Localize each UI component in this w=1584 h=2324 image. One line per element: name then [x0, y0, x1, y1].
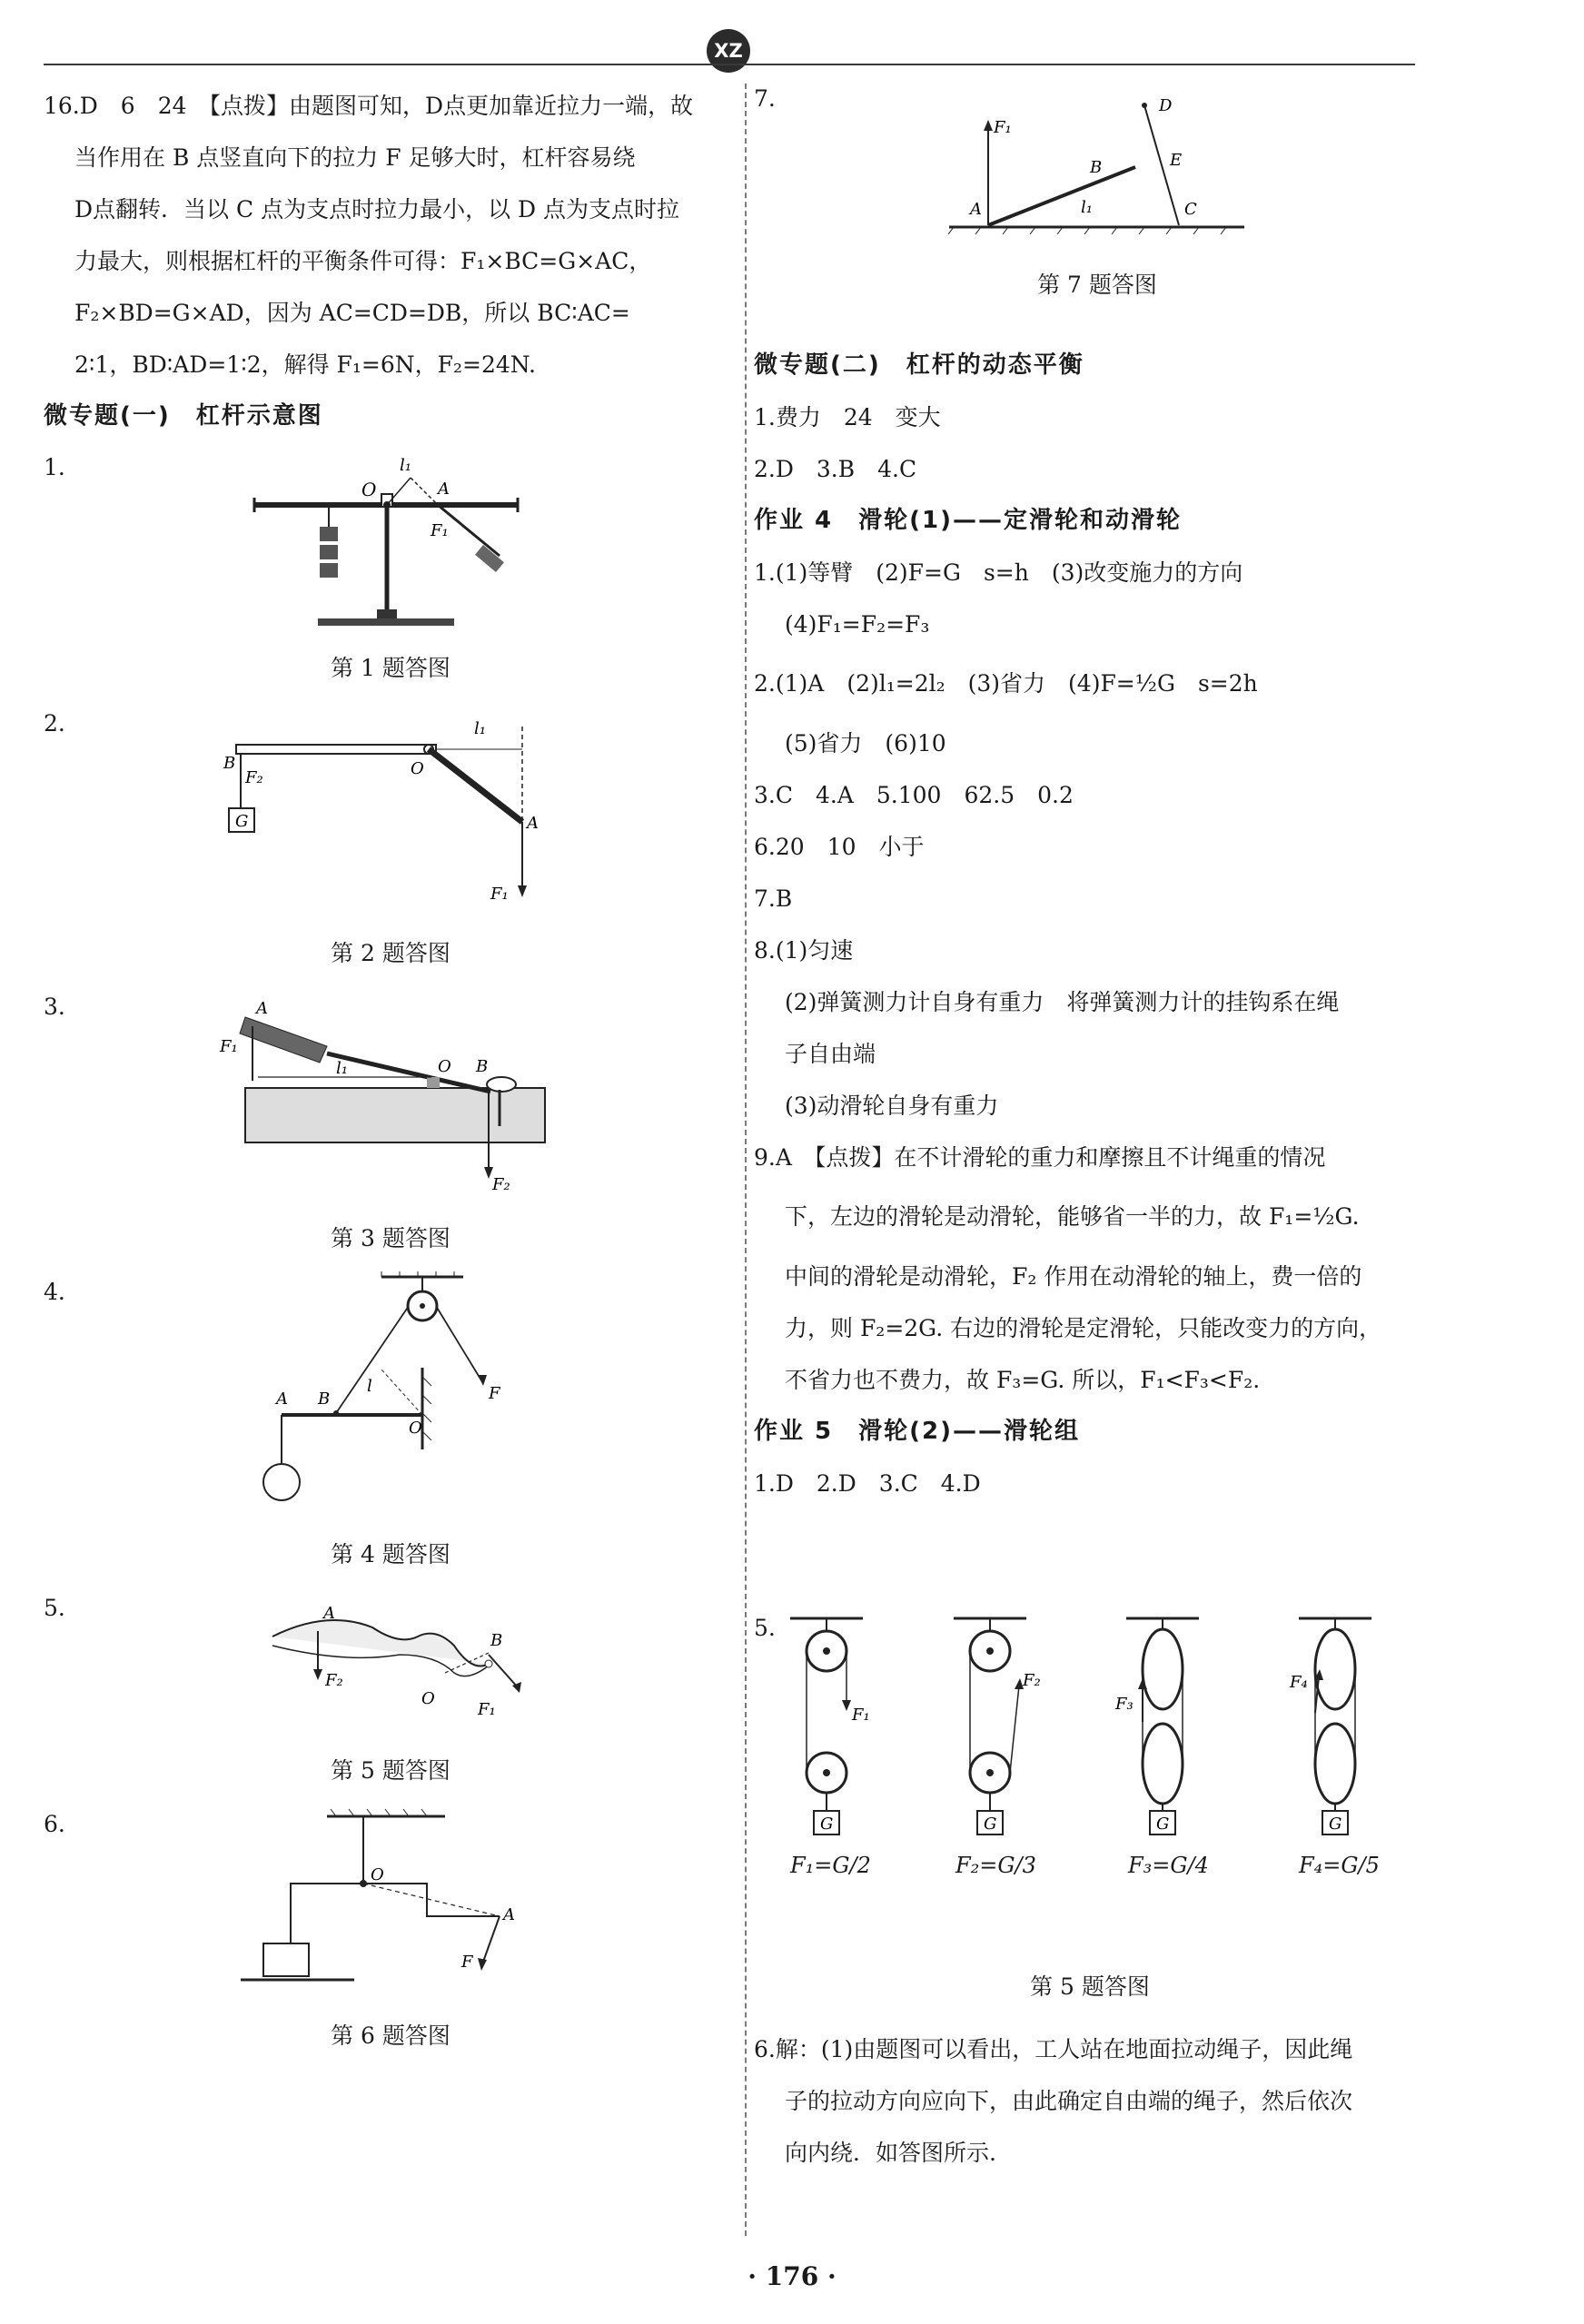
- svg-text:O: O: [409, 1419, 422, 1438]
- svg-text:F₁: F₁: [490, 885, 509, 904]
- question-number: 3.: [44, 994, 65, 1020]
- svg-text:l: l: [367, 1377, 372, 1396]
- svg-text:A: A: [503, 1905, 515, 1924]
- fig5-stapler-lever-diagram: [254, 1591, 527, 1727]
- figure-caption: 第 2 题答图: [331, 940, 450, 966]
- question-number: 5.: [44, 1595, 65, 1621]
- figure-caption: 第 3 题答图: [331, 1225, 450, 1251]
- q16-line: D点翻转．当以 C 点为支点时拉力最小，以 D 点为支点时拉: [74, 196, 680, 223]
- question-number: 2.: [44, 710, 65, 737]
- pulley-formula-1: F₁=G/2: [790, 1853, 871, 1878]
- answer-line: 2.(1)A (2)l₁=2l₂ (3)省力 (4)F=½G s=2h: [754, 670, 1258, 697]
- svg-text:F₄: F₄: [1290, 1673, 1308, 1692]
- figure-caption: 第 7 题答图: [1037, 272, 1157, 298]
- svg-text:G: G: [820, 1815, 834, 1834]
- pulley-formula-4: F₄=G/5: [1299, 1853, 1380, 1878]
- page-number: · 176 ·: [747, 2261, 837, 2291]
- svg-text:F: F: [461, 1953, 473, 1972]
- answer-line: 力，则 F₂=2G. 右边的滑轮是定滑轮，只能改变力的方向，: [785, 1315, 1382, 1341]
- svg-text:F₂: F₂: [1023, 1671, 1041, 1690]
- pulley-system-4: [1289, 1618, 1371, 1834]
- svg-text:F₁: F₁: [994, 118, 1012, 137]
- pulley-system-3: [1114, 1618, 1199, 1834]
- svg-text:D: D: [1159, 96, 1173, 115]
- section-title-micro1: 微专题(一) 杠杆示意图: [44, 402, 323, 430]
- figure-caption: 第 1 题答图: [331, 655, 450, 681]
- answer-line: 6.20 10 小于: [754, 834, 925, 860]
- fig2-lever-diagram: [218, 708, 563, 908]
- svg-text:A: A: [276, 1389, 288, 1409]
- fig6-bent-lever-diagram: [236, 1807, 545, 2016]
- svg-text:G: G: [235, 812, 249, 831]
- question-number: 6.: [44, 1811, 65, 1837]
- answer-line: 中间的滑轮是动滑轮，F₂ 作用在动滑轮的轴上，费一倍的: [785, 1263, 1362, 1290]
- answer-line: 6.解：(1)由题图可以看出，工人站在地面拉动绳子，因此绳: [754, 2036, 1353, 2062]
- column-divider: [745, 84, 747, 2236]
- svg-text:l₁: l₁: [336, 1059, 348, 1078]
- section-title-micro2: 微专题(二) 杠杆的动态平衡: [754, 351, 1084, 379]
- fig7-lever-diagram: [945, 91, 1253, 245]
- q16-line: 2∶1，BD∶AD=1∶2，解得 F₁=6N，F₂=24N.: [74, 351, 536, 378]
- answer-line: 9.A 【点拨】在不计滑轮的重力和摩擦且不计绳重的情况: [754, 1144, 1326, 1171]
- answer-line: (4)F₁=F₂=F₃: [785, 611, 930, 638]
- answer-line: 子自由端: [785, 1041, 876, 1067]
- svg-text:O: O: [411, 759, 424, 778]
- svg-text:O: O: [421, 1689, 435, 1708]
- answer-line: 3.C 4.A 5.100 62.5 0.2: [754, 782, 1074, 808]
- figure-caption: 第 4 题答图: [331, 1541, 450, 1567]
- svg-text:G: G: [984, 1815, 997, 1834]
- svg-text:G: G: [1329, 1815, 1342, 1834]
- svg-text:B: B: [318, 1389, 331, 1409]
- svg-text:A: A: [323, 1604, 335, 1623]
- q6-answer-text: [754, 2023, 1426, 2179]
- pulley-formula-3: F₃=G/4: [1128, 1853, 1209, 1878]
- svg-text:A: A: [527, 814, 539, 833]
- figure-caption: 第 5 题答图: [331, 1757, 450, 1784]
- q16-line: 力最大，则根据杠杆的平衡条件可得：F₁×BC=G×AC，: [74, 248, 652, 274]
- fig1-lever-stand-diagram: [245, 450, 536, 641]
- svg-text:F₂: F₂: [245, 768, 263, 787]
- svg-text:O: O: [438, 1057, 451, 1076]
- question-number: 4.: [44, 1279, 65, 1305]
- svg-text:l₁: l₁: [400, 456, 411, 475]
- fig5-pulley-systems: [781, 1613, 1417, 1849]
- answer-line: 1.费力 24 变大: [754, 404, 941, 430]
- answer-line: 1.D 2.D 3.C 4.D: [754, 1470, 981, 1497]
- pulley-system-1: [790, 1618, 870, 1834]
- fig4-pulley-lever-diagram: [245, 1268, 536, 1522]
- q16-line: 当作用在 B 点竖直向下的拉力 F 足够大时，杠杆容易绕: [74, 144, 636, 171]
- left-column-text: [44, 80, 716, 442]
- svg-text:F₂: F₂: [492, 1175, 510, 1194]
- svg-text:A: A: [438, 480, 450, 499]
- question-number: 7.: [754, 85, 776, 112]
- svg-text:F₁: F₁: [220, 1037, 238, 1056]
- figure-caption: 第 5 题答图: [1030, 1973, 1150, 2000]
- svg-text:F₁: F₁: [478, 1700, 496, 1719]
- svg-text:F₁: F₁: [852, 1706, 870, 1725]
- svg-text:E: E: [1170, 151, 1183, 170]
- answer-line: (2)弹簧测力计自身有重力 将弹簧测力计的挂钩系在绳: [785, 989, 1340, 1015]
- svg-text:l₁: l₁: [474, 719, 486, 738]
- answer-line: (5)省力 (6)10: [785, 730, 946, 757]
- pulley-system-2: [954, 1618, 1041, 1834]
- svg-text:G: G: [1156, 1815, 1170, 1834]
- answer-line: 8.(1)匀速: [754, 937, 854, 964]
- answer-line: 1.(1)等臂 (2)F=G s=h (3)改变施力的方向: [754, 559, 1243, 586]
- section-title-hw5: 作业 5 滑轮(2)——滑轮组: [754, 1418, 1080, 1445]
- svg-text:O: O: [361, 479, 377, 500]
- publisher-logo: XZ: [707, 29, 750, 73]
- svg-text:B: B: [490, 1631, 503, 1650]
- fig3-nail-puller-diagram: [200, 990, 563, 1199]
- section-title-hw4: 作业 4 滑轮(1)——定滑轮和动滑轮: [754, 507, 1182, 534]
- svg-text:F: F: [489, 1384, 500, 1403]
- answer-line: 子的拉动方向应向下，由此确定自由端的绳子，然后依次: [785, 2088, 1353, 2114]
- svg-text:B: B: [1090, 158, 1103, 177]
- svg-text:A: A: [256, 999, 268, 1018]
- answer-line: 2.D 3.B 4.C: [754, 456, 917, 482]
- svg-text:C: C: [1184, 200, 1197, 219]
- svg-text:F₁: F₁: [431, 521, 449, 540]
- answer-line: 7.B: [754, 885, 793, 912]
- q16-line: 16.D 6 24 【点拨】由题图可知，D点更加靠近拉力一端，故: [44, 93, 694, 119]
- svg-text:B: B: [223, 754, 236, 773]
- pulley-formula-2: F₂=G/3: [955, 1853, 1036, 1878]
- svg-text:O: O: [371, 1865, 384, 1884]
- svg-text:F₃: F₃: [1115, 1695, 1134, 1714]
- answer-line: (3)动滑轮自身有重力: [785, 1093, 999, 1119]
- svg-text:A: A: [970, 200, 982, 219]
- figure-caption: 第 6 题答图: [331, 2022, 450, 2049]
- q16-line: F₂×BD=G×AD，因为 AC=CD=DB，所以 BC∶AC=: [74, 300, 630, 326]
- header-rule: [44, 64, 1415, 65]
- svg-text:l₁: l₁: [1081, 198, 1093, 217]
- answer-line: 不省力也不费力，故 F₃=G. 所以，F₁<F₃<F₂.: [785, 1367, 1261, 1393]
- question-number: 5.: [754, 1615, 776, 1641]
- right-column-text: [754, 340, 1426, 1509]
- svg-text:B: B: [476, 1057, 489, 1076]
- answer-line: 下，左边的滑轮是动滑轮，能够省一半的力，故 F₁=½G.: [785, 1203, 1360, 1230]
- question-number: 1.: [44, 454, 65, 480]
- svg-text:F₂: F₂: [325, 1671, 343, 1690]
- answer-line: 向内绕．如答图所示.: [785, 2140, 996, 2166]
